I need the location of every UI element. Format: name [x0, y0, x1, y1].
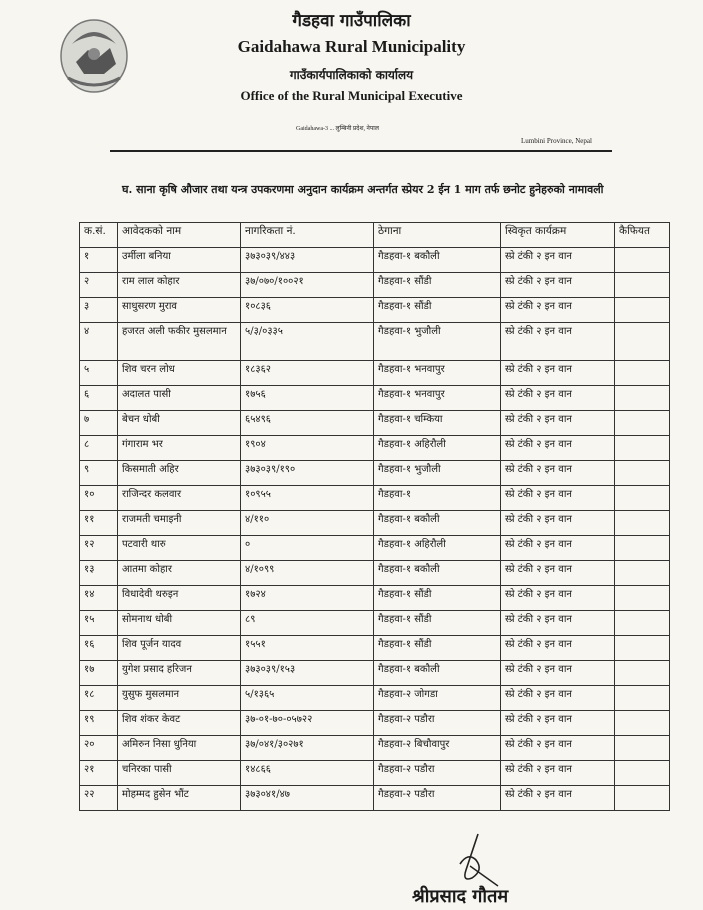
cell-approved-program: स्प्रे टंकी २ इन वान	[501, 561, 615, 586]
cell-applicant-name: साधुसरण मुराव	[118, 298, 241, 323]
cell-serial: १४	[80, 586, 118, 611]
cell-citizenship-no: ३७/०७०/१००२१	[241, 273, 374, 298]
cell-address: गैडहवा-१ सौंडी	[374, 273, 501, 298]
table-row	[80, 411, 670, 436]
cell-address: गैडहवा-१ बकौली	[374, 661, 501, 686]
cell-citizenship-no: ३७३०३९/१९०	[241, 461, 374, 486]
cell-serial: ७	[80, 411, 118, 436]
cell-address: गैडहवा-१ सौंडी	[374, 611, 501, 636]
cell-applicant-name: अदालत पासी	[118, 386, 241, 411]
cell-serial: १३	[80, 561, 118, 586]
header-divider	[110, 150, 612, 152]
cell-approved-program: स्प्रे टंकी २ इन वान	[501, 536, 615, 561]
table-row	[80, 786, 670, 811]
cell-serial: ६	[80, 386, 118, 411]
cell-approved-program: स्प्रे टंकी २ इन वान	[501, 411, 615, 436]
signatory-name: श्रीप्रसाद गौतम	[412, 886, 509, 907]
cell-citizenship-no: ८९	[241, 611, 374, 636]
cell-remarks	[615, 511, 670, 536]
cell-citizenship-no: १०९५५	[241, 486, 374, 511]
table-row	[80, 386, 670, 411]
cell-citizenship-no: १५५१	[241, 636, 374, 661]
table-row	[80, 586, 670, 611]
cell-remarks	[615, 711, 670, 736]
cell-approved-program: स्प्रे टंकी २ इन वान	[501, 711, 615, 736]
col-header-serial: क.सं.	[80, 223, 118, 248]
cell-address: गैडहवा-१ भनवापुर	[374, 361, 501, 386]
table-header-row	[80, 223, 670, 248]
cell-citizenship-no: ३७३०४१/४७	[241, 786, 374, 811]
cell-citizenship-no: ५/१३६५	[241, 686, 374, 711]
handwritten-signature-icon	[448, 830, 508, 890]
address-left: Gaidahawa-3 ... लुम्बिनी प्रदेश, नेपाल	[296, 126, 379, 132]
cell-serial: २	[80, 273, 118, 298]
address-right: Lumbini Province, Nepal	[521, 137, 592, 145]
table-row	[80, 611, 670, 636]
cell-address: गैडहवा-२ बिचौवापुर	[374, 736, 501, 761]
cell-citizenship-no: १०८३६	[241, 298, 374, 323]
table-row	[80, 461, 670, 486]
cell-serial: २०	[80, 736, 118, 761]
cell-applicant-name: शिव चरन लोध	[118, 361, 241, 386]
cell-approved-program: स्प्रे टंकी २ इन वान	[501, 298, 615, 323]
cell-applicant-name: मोहम्मद हुसेन भौंट	[118, 786, 241, 811]
cell-remarks	[615, 386, 670, 411]
table-row	[80, 298, 670, 323]
cell-applicant-name: अमिरुन निसा धुनिया	[118, 736, 241, 761]
cell-applicant-name: शिव शंकर केवट	[118, 711, 241, 736]
table-row	[80, 661, 670, 686]
cell-serial: १५	[80, 611, 118, 636]
cell-address: गैडहवा-१ सौंडी	[374, 636, 501, 661]
cell-address: गैडहवा-१ बकौली	[374, 561, 501, 586]
cell-applicant-name: पटवारी थारु	[118, 536, 241, 561]
col-header-citizenship-no: नागरिकता नं.	[241, 223, 374, 248]
cell-citizenship-no: १७५६	[241, 386, 374, 411]
cell-citizenship-no: १८३६२	[241, 361, 374, 386]
cell-address: गैडहवा-२ पडौरा	[374, 786, 501, 811]
cell-address: गैडहवा-१ भुजौली	[374, 461, 501, 486]
cell-applicant-name: विधादेवी थरुइन	[118, 586, 241, 611]
cell-remarks	[615, 323, 670, 361]
col-header-address: ठेगाना	[374, 223, 501, 248]
cell-applicant-name: आतमा कोहार	[118, 561, 241, 586]
table-row	[80, 536, 670, 561]
table-row	[80, 711, 670, 736]
cell-citizenship-no: ६५४९६	[241, 411, 374, 436]
cell-approved-program: स्प्रे टंकी २ इन वान	[501, 511, 615, 536]
cell-citizenship-no: ३७-०१-७०-०५७२२	[241, 711, 374, 736]
cell-address: गैडहवा-२ जोगडा	[374, 686, 501, 711]
cell-approved-program: स्प्रे टंकी २ इन वान	[501, 686, 615, 711]
cell-applicant-name: गंगाराम भर	[118, 436, 241, 461]
cell-approved-program: स्प्रे टंकी २ इन वान	[501, 661, 615, 686]
cell-serial: ४	[80, 323, 118, 361]
cell-address: गैडहवा-१ भुजौली	[374, 323, 501, 361]
cell-serial: ९	[80, 461, 118, 486]
table-row	[80, 361, 670, 386]
cell-approved-program: स्प्रे टंकी २ इन वान	[501, 611, 615, 636]
table-row	[80, 273, 670, 298]
cell-remarks	[615, 273, 670, 298]
cell-address: गैडहवा-१ अहिरौली	[374, 436, 501, 461]
cell-remarks	[615, 611, 670, 636]
cell-remarks	[615, 486, 670, 511]
cell-serial: ८	[80, 436, 118, 461]
cell-citizenship-no: ५/३/०३३५	[241, 323, 374, 361]
cell-approved-program: स्प्रे टंकी २ इन वान	[501, 461, 615, 486]
cell-serial: ११	[80, 511, 118, 536]
cell-approved-program: स्प्रे टंकी २ इन वान	[501, 436, 615, 461]
table-row	[80, 686, 670, 711]
table-body	[80, 248, 670, 811]
col-header-remarks: कैफियत	[615, 223, 670, 248]
cell-serial: १२	[80, 536, 118, 561]
cell-remarks	[615, 536, 670, 561]
cell-remarks	[615, 661, 670, 686]
cell-remarks	[615, 411, 670, 436]
cell-remarks	[615, 298, 670, 323]
cell-approved-program: स्प्रे टंकी २ इन वान	[501, 486, 615, 511]
cell-remarks	[615, 761, 670, 786]
cell-remarks	[615, 461, 670, 486]
cell-applicant-name: युगेश प्रसाद हरिजन	[118, 661, 241, 686]
table-row	[80, 761, 670, 786]
cell-remarks	[615, 736, 670, 761]
cell-approved-program: स्प्रे टंकी २ इन वान	[501, 248, 615, 273]
table-row	[80, 736, 670, 761]
municipality-name-english: Gaidahawa Rural Municipality	[237, 37, 466, 56]
cell-citizenship-no: ३७३०३९/१५३	[241, 661, 374, 686]
cell-serial: १८	[80, 686, 118, 711]
cell-applicant-name: राजिन्दर कलवार	[118, 486, 241, 511]
cell-address: गैडहवा-१	[374, 486, 501, 511]
cell-applicant-name: राजमती चमाइनी	[118, 511, 241, 536]
table-row	[80, 636, 670, 661]
cell-address: गैडहवा-१ सौंडी	[374, 298, 501, 323]
cell-remarks	[615, 561, 670, 586]
cell-serial: ५	[80, 361, 118, 386]
cell-remarks	[615, 636, 670, 661]
cell-address: गैडहवा-२ पडौरा	[374, 711, 501, 736]
office-name-nepali: गाउँकार्यपालिकाको कार्यालय	[289, 68, 414, 82]
cell-approved-program: स्प्रे टंकी २ इन वान	[501, 273, 615, 298]
municipality-name-nepali: गैडहवा गाउँपालिका	[292, 11, 411, 31]
cell-applicant-name: युसुफ मुसलमान	[118, 686, 241, 711]
cell-address: गैडहवा-१ बकौली	[374, 248, 501, 273]
cell-serial: ३	[80, 298, 118, 323]
cell-serial: २१	[80, 761, 118, 786]
cell-approved-program: स्प्रे टंकी २ इन वान	[501, 586, 615, 611]
table-row	[80, 248, 670, 273]
table-row	[80, 511, 670, 536]
cell-applicant-name: चनिरका पासी	[118, 761, 241, 786]
cell-remarks	[615, 686, 670, 711]
cell-citizenship-no: ३७३०३९/४४३	[241, 248, 374, 273]
notice-heading: घ. साना कृषि औजार तथा यन्त्र उपकरणमा अनुदान कार्यक्रम अन्तर्गत स्प्रेयर 2 ईन 1 माग तर्फ छनोट हुनेहरुको नामावली	[122, 183, 604, 196]
cell-serial: २२	[80, 786, 118, 811]
cell-applicant-name: बेचन धोबी	[118, 411, 241, 436]
col-header-approved-program: स्विकृत कार्यक्रम	[501, 223, 615, 248]
cell-applicant-name: उर्मीला बनिया	[118, 248, 241, 273]
cell-citizenship-no: १९०४	[241, 436, 374, 461]
cell-serial: १६	[80, 636, 118, 661]
table-row	[80, 486, 670, 511]
cell-approved-program: स्प्रे टंकी २ इन वान	[501, 361, 615, 386]
cell-remarks	[615, 361, 670, 386]
cell-address: गैडहवा-१ सौंडी	[374, 586, 501, 611]
cell-citizenship-no: ०	[241, 536, 374, 561]
table-row	[80, 323, 670, 361]
cell-address: गैडहवा-१ चम्किया	[374, 411, 501, 436]
cell-citizenship-no: ४/११०	[241, 511, 374, 536]
cell-address: गैडहवा-१ भनवापुर	[374, 386, 501, 411]
cell-applicant-name: राम लाल कोहार	[118, 273, 241, 298]
cell-applicant-name: सोमनाथ धोबी	[118, 611, 241, 636]
cell-applicant-name: किसमाती अहिर	[118, 461, 241, 486]
cell-approved-program: स्प्रे टंकी २ इन वान	[501, 323, 615, 361]
cell-serial: १९	[80, 711, 118, 736]
cell-approved-program: स्प्रे टंकी २ इन वान	[501, 636, 615, 661]
cell-serial: १०	[80, 486, 118, 511]
office-name-english: Office of the Rural Municipal Executive	[240, 88, 463, 103]
selection-table	[79, 222, 670, 811]
cell-serial: १७	[80, 661, 118, 686]
cell-approved-program: स्प्रे टंकी २ इन वान	[501, 386, 615, 411]
cell-remarks	[615, 786, 670, 811]
cell-citizenship-no: १४८६६	[241, 761, 374, 786]
cell-citizenship-no: ३७/०४१/३०२७१	[241, 736, 374, 761]
table-row	[80, 436, 670, 461]
cell-approved-program: स्प्रे टंकी २ इन वान	[501, 761, 615, 786]
cell-serial: १	[80, 248, 118, 273]
cell-remarks	[615, 586, 670, 611]
cell-applicant-name: हजरत अली फकीर मुसलमान	[118, 323, 241, 361]
cell-citizenship-no: ४/१०९९	[241, 561, 374, 586]
cell-citizenship-no: १७२४	[241, 586, 374, 611]
cell-remarks	[615, 248, 670, 273]
table-row	[80, 561, 670, 586]
cell-remarks	[615, 436, 670, 461]
cell-approved-program: स्प्रे टंकी २ इन वान	[501, 736, 615, 761]
cell-address: गैडहवा-१ बकौली	[374, 511, 501, 536]
cell-approved-program: स्प्रे टंकी २ इन वान	[501, 786, 615, 811]
col-header-applicant-name: आवेदकको नाम	[118, 223, 241, 248]
cell-address: गैडहवा-१ अहिरौली	[374, 536, 501, 561]
cell-applicant-name: शिव पूर्जन यादव	[118, 636, 241, 661]
cell-address: गैडहवा-२ पडौरा	[374, 761, 501, 786]
